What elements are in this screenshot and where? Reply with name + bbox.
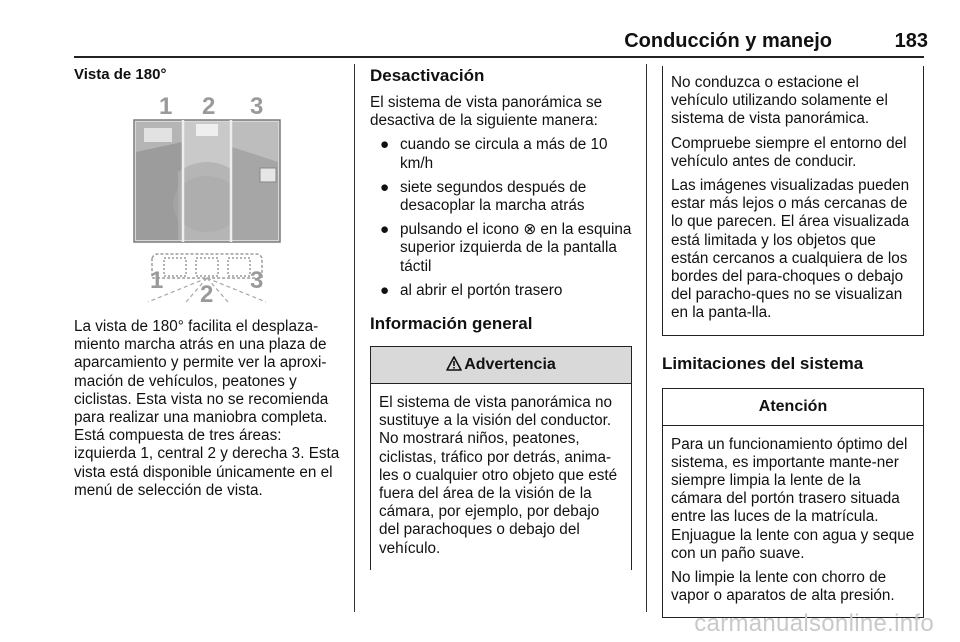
list-item: ● cuando se circula a más de 10 km/h xyxy=(380,136,608,172)
attention-paragraph-2: No limpie la lente con chorro de vapor o aparatos de alta presión. xyxy=(671,569,895,605)
paragraph-deactivation-intro: El sistema de vista panorámica se desactiva de la siguiente manera: xyxy=(370,94,603,130)
warning-paragraph-3: Las imágenes visualizadas pueden estar más lejos o más cercanas de lo que parecen. El área visualizada está limitada y los objetos que están cercanos a cualquiera de los bordes del para-choques o debajo del paracho-ques no se visualizan en la panta-lla. xyxy=(671,177,910,322)
continued-warning-box xyxy=(662,66,924,336)
section-heading-general-info: Información general xyxy=(370,314,533,334)
page-number: 183 xyxy=(894,30,928,52)
warning-title: Advertencia xyxy=(464,356,556,374)
deactivation-list xyxy=(370,136,632,300)
left-column-text xyxy=(74,318,342,500)
attention-box-header xyxy=(663,389,923,426)
middle-column xyxy=(370,66,632,570)
warning-box xyxy=(370,346,632,570)
attention-box xyxy=(662,388,924,619)
attention-title: Atención xyxy=(758,397,828,415)
column-divider-right xyxy=(646,64,647,612)
warning-paragraph-1: No conduzca o estacione el vehículo utilizando solamente el sistema de vista panorámica. xyxy=(671,74,888,128)
bullet-icon: ● xyxy=(380,281,390,299)
warning-text: El sistema de vista panorámica no sustituye a la visión del conductor. No mostrará niños, peatones, ciclistas, tráfico por detrás, anima-les o cualquier otro objeto que esté fuera del área de la visión de la cámara, por ejemplo, por debajo del parachoques o debajo del vehículo. xyxy=(379,394,618,557)
attention-box-body xyxy=(663,426,923,618)
left-column xyxy=(74,66,342,83)
paragraph-180-view: La vista de 180° facilita el desplaza-miento marcha atrás en una plaza de aparcamiento y permite ver la aproxi-mación de vehículos, peatones y ciclistas. Esta vista no se recomienda para realizar una maniobra completa. Está compuesta de tres áreas: izquierda 1, central 2 y derecha 3. Esta vista está disponible únicamente en el menú de selección de vista. xyxy=(74,318,340,499)
camera-180-illustration xyxy=(74,92,340,304)
camera-180-figure xyxy=(74,92,340,304)
section-heading-system-limitations: Limitaciones del sistema xyxy=(662,353,864,373)
list-item: ● al abrir el portón trasero xyxy=(380,281,563,299)
section-heading-deactivation: Desactivación xyxy=(370,66,485,85)
warning-box-header xyxy=(371,347,631,384)
warning-paragraph-2: Compruebe siempre el entorno del vehículo antes de conducir. xyxy=(671,134,907,170)
right-column xyxy=(662,66,924,618)
figure-label-bottom-2: 2 xyxy=(200,281,214,304)
bullet-icon: ● xyxy=(380,136,390,154)
figure-label-top-2: 2 xyxy=(202,93,216,120)
figure-label-top-3: 3 xyxy=(250,93,264,120)
watermark: carmanualsonline.info xyxy=(694,610,934,637)
attention-paragraph-1: Para un funcionamiento óptimo del sistema, es importante mante-ner siempre limpia la lente de la cámara del portón trasero situada entre las luces de la matrícula. Enjuague la lente con agua y seque con un paño suave. xyxy=(671,435,915,562)
column-divider-left xyxy=(354,64,355,612)
header-rule xyxy=(74,56,924,58)
bullet-icon: ● xyxy=(380,221,390,239)
list-item: ● pulsando el icono ⊗ en la esquina superior izquierda de la pantalla táctil xyxy=(380,221,632,275)
warning-triangle-icon xyxy=(446,356,462,371)
figure-label-top-1: 1 xyxy=(159,93,173,120)
bullet-icon: ● xyxy=(380,178,390,196)
list-item: ● siete segundos después de desacoplar la marcha atrás xyxy=(380,178,587,215)
section-heading-180-view: Vista de 180° xyxy=(74,66,167,83)
figure-label-bottom-1: 1 xyxy=(150,267,164,294)
warning-box-body xyxy=(371,384,631,570)
page-header-title: Conducción y manejo xyxy=(624,30,832,52)
figure-label-bottom-3: 3 xyxy=(250,267,264,294)
continued-warning-body xyxy=(663,66,923,335)
